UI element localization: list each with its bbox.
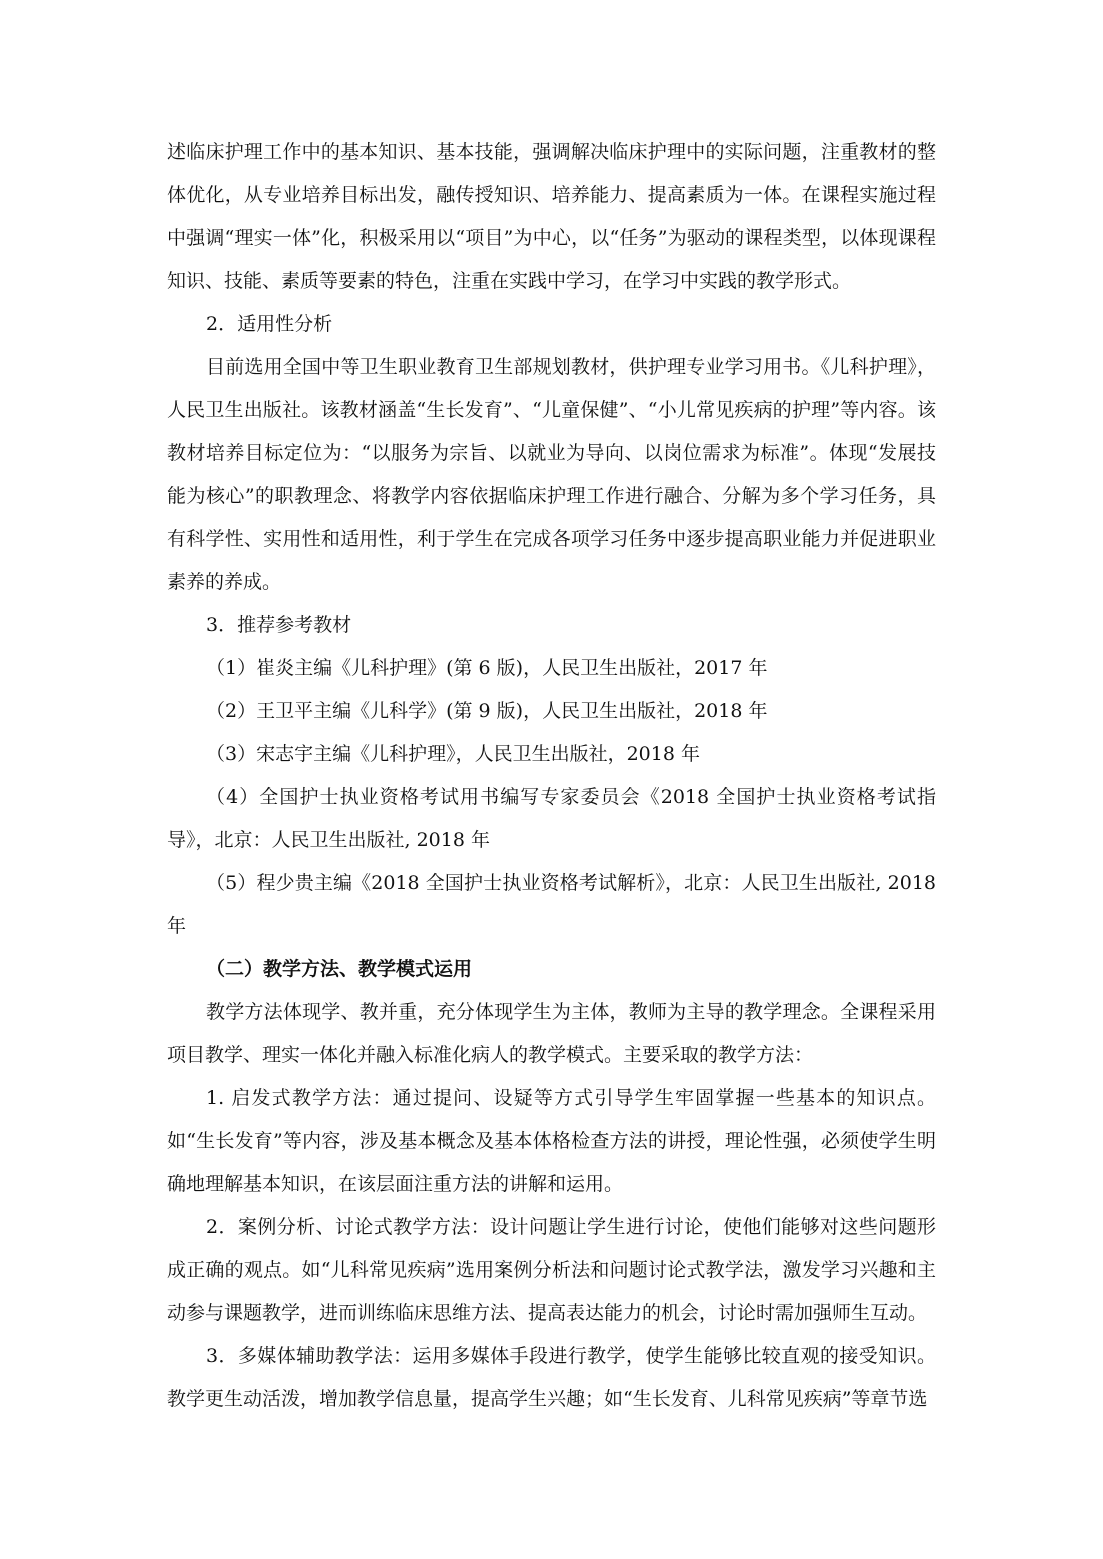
reference-item-2: （2）王卫平主编《儿科学》(第 9 版)，人民卫生出版社，2018 年: [206, 700, 768, 722]
method-item-multimedia: 3．多媒体辅助教学法：运用多媒体手段进行教学，使学生能够比较直观的接受知识。教学更生动活泼，增加教学信息量，提高学生兴趣；如“生长发育、儿科常见疾病”等章节选: [167, 1345, 936, 1410]
paragraph-course-overview: 述临床护理工作中的基本知识、基本技能，强调解决临床护理中的实际问题，注重教材的整体优化，从专业培养目标出发，融传授知识、培养能力、提高素质为一体。在课程实施过程中强调“理实一体”化，积极采用以“项目”为中心，以“任务”为驱动的课程类型，以体现课程知识、技能、素质等要素的特色，注重在实践中学习，在学习中实践的教学形式。: [167, 141, 936, 292]
heading-applicability-analysis: 2．适用性分析: [206, 313, 333, 335]
section-heading-teaching-methods: （二）教学方法、教学模式运用: [206, 958, 473, 980]
heading-recommended-references: 3．推荐参考教材: [206, 614, 352, 636]
paragraph-teaching-philosophy: 教学方法体现学、教并重，充分体现学生为主体，教师为主导的教学理念。全课程采用项目教学、理实一体化并融入标准化病人的教学模式。主要采取的教学方法：: [167, 1001, 936, 1066]
reference-item-4: （4）全国护士执业资格考试用书编写专家委员会《2018 全国护士执业资格考试指导》，北京：人民卫生出版社, 2018 年: [167, 786, 936, 851]
paragraph-textbook-selection: 目前选用全国中等卫生职业教育卫生部规划教材，供护理专业学习用书。《儿科护理》，人民卫生出版社。该教材涵盖“生长发育”、“儿童保健”、“小儿常见疾病的护理”等内容。该教材培养目标定位为：“以服务为宗旨、以就业为导向、以岗位需求为标准”。体现“发展技能为核心”的职教理念、将教学内容依据临床护理工作进行融合、分解为多个学习任务，具有科学性、实用性和适用性，利于学生在完成各项学习任务中逐步提高职业能力并促进职业素养的养成。: [167, 356, 936, 593]
method-item-heuristic: 1. 启发式教学方法：通过提问、设疑等方式引导学生牢固掌握一些基本的知识点。如“生长发育”等内容，涉及基本概念及基本体格检查方法的讲授，理论性强，必须使学生明确地理解基本知识，在该层面注重方法的讲解和运用。: [167, 1087, 936, 1195]
reference-item-5: （5）程少贵主编《2018 全国护士执业资格考试解析》，北京：人民卫生出版社, 2018 年: [167, 872, 936, 937]
reference-item-1: （1）崔炎主编《儿科护理》(第 6 版)，人民卫生出版社，2017 年: [206, 657, 768, 679]
document-body: [167, 131, 936, 1421]
reference-item-3: （3）宋志宇主编《儿科护理》，人民卫生出版社，2018 年: [206, 743, 700, 765]
method-item-case-discussion: 2．案例分析、讨论式教学方法：设计问题让学生进行讨论，使他们能够对这些问题形成正确的观点。如“儿科常见疾病”选用案例分析法和问题讨论式教学法，激发学习兴趣和主动参与课题教学，进而训练临床思维方法、提高表达能力的机会，讨论时需加强师生互动。: [167, 1216, 936, 1324]
